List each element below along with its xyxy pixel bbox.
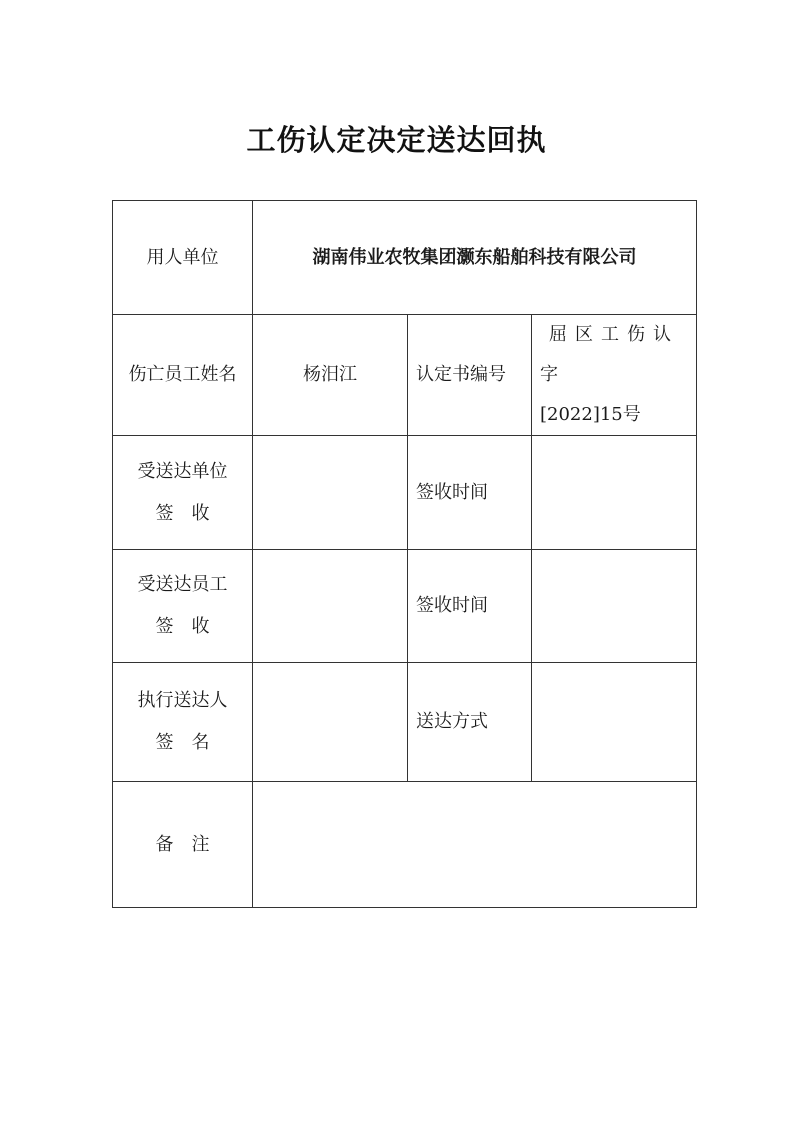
unit-sign-time-label: 签收时间 xyxy=(408,436,532,550)
employee-sign-time-field[interactable] xyxy=(532,550,697,663)
server-sign-label xyxy=(113,663,253,782)
document-title: 工伤认定决定送达回执 xyxy=(246,123,547,157)
unit-sign-field[interactable] xyxy=(253,436,408,550)
employee-sign-field[interactable] xyxy=(253,550,408,663)
employer-value: 湖南伟业农牧集团灏东船舶科技有限公司 xyxy=(253,201,697,315)
server-sign-label-line2: 签 名 xyxy=(155,732,210,753)
employee-name-value: 杨汨江 xyxy=(253,315,408,436)
server-sign-label-line1: 执行送达人 xyxy=(137,690,228,711)
server-sign-field[interactable] xyxy=(253,663,408,782)
remarks-field[interactable] xyxy=(253,782,697,908)
remarks-row xyxy=(113,782,697,908)
employee-name-label: 伤亡员工姓名 xyxy=(113,315,253,436)
employee-sign-label xyxy=(113,550,253,663)
unit-sign-time-field[interactable] xyxy=(532,436,697,550)
unit-sign-row xyxy=(113,436,697,550)
delivery-method-field[interactable] xyxy=(532,663,697,782)
cert-number-label: 认定书编号 xyxy=(408,315,532,436)
employee-sign-row xyxy=(113,550,697,663)
delivery-method-label: 送达方式 xyxy=(408,663,532,782)
employee-row xyxy=(113,315,697,436)
employee-sign-label-line2: 签 收 xyxy=(155,616,210,637)
employee-sign-label-line1: 受送达员工 xyxy=(137,574,228,595)
unit-sign-label-line2: 签 收 xyxy=(155,502,210,524)
unit-sign-label-line1: 受送达单位 xyxy=(137,460,228,482)
employee-sign-time-label: 签收时间 xyxy=(408,550,532,663)
cert-number-value xyxy=(532,315,697,436)
cert-number-line1: 屈区工伤认字 xyxy=(540,324,679,385)
employer-row xyxy=(113,201,697,315)
employer-label: 用人单位 xyxy=(113,201,253,315)
receipt-form-table xyxy=(112,200,697,908)
cert-number-line2: [2022]15号 xyxy=(540,404,641,425)
unit-sign-label xyxy=(113,436,253,550)
remarks-label: 备 注 xyxy=(113,782,253,908)
server-sign-row xyxy=(113,663,697,782)
